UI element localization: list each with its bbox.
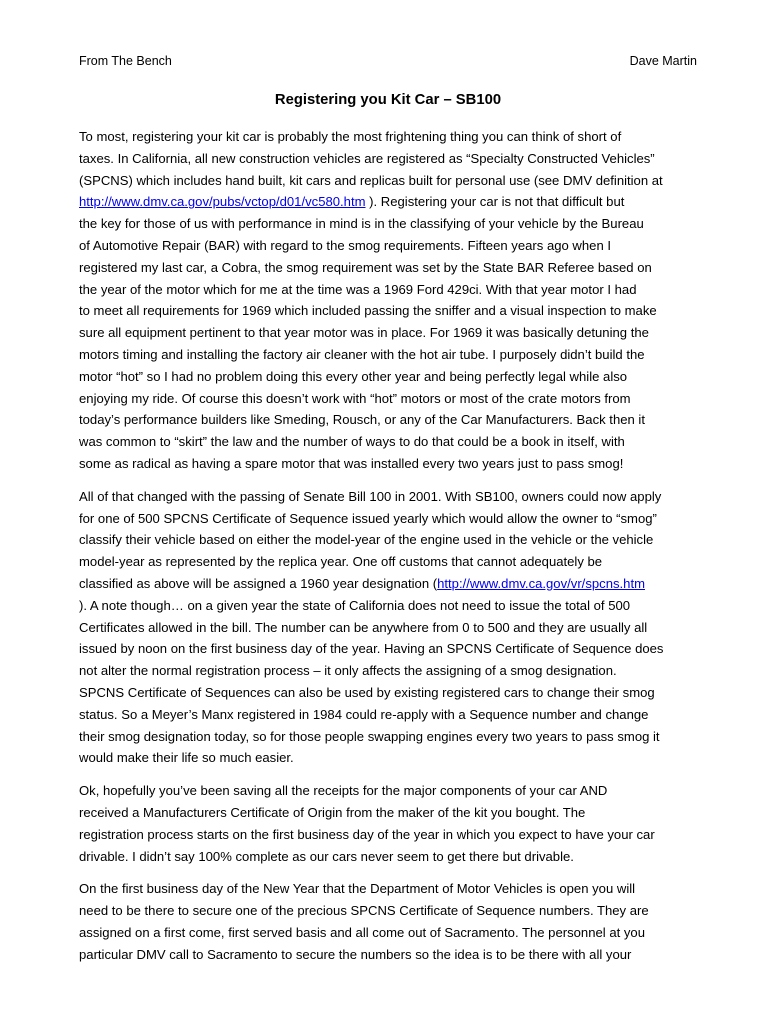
text-segment: ). Registering your car is not that difficult but — [365, 194, 625, 210]
text-line — [79, 573, 697, 595]
paragraph — [79, 780, 697, 867]
text-line: (SPCNS) which includes hand built, kit cars and replicas built for personal use (see DMV definition at — [79, 172, 663, 188]
page-header — [79, 52, 697, 70]
dmv-spcns-link[interactable]: http://www.dmv.ca.gov/vr/spcns.htm — [437, 575, 645, 591]
text-line: the year of the motor which for me at the time was a 1969 Ford 429ci. With that year motor I had — [79, 281, 637, 297]
text-line: of Automotive Repair (BAR) with regard to the smog requirements. Fifteen years ago when I — [79, 237, 612, 253]
text-line: not alter the normal registration process – it only affects the assigning of a smog designation. — [79, 663, 617, 679]
text-line: enjoying my ride. Of course this doesn’t work with “hot” motors or most of the crate motors from — [79, 390, 631, 406]
text-line: would make their life so much easier. — [79, 750, 294, 766]
text-line — [79, 191, 697, 213]
text-line: particular DMV call to Sacramento to secure the numbers so the idea is to be there with all your — [79, 946, 632, 962]
header-right: Dave Martin — [629, 54, 697, 68]
document-page — [79, 52, 697, 976]
text-line: for one of 500 SPCNS Certificate of Sequence issued yearly which would allow the owner to “smog” — [79, 510, 657, 526]
text-line: On the first business day of the New Year that the Department of Motor Vehicles is open you will — [79, 881, 636, 897]
text-line: To most, registering your kit car is probably the most frightening thing you can think of short of — [79, 129, 622, 144]
text-line: status. So a Meyer’s Manx registered in 1984 could re-apply with a Sequence number and change — [79, 706, 649, 722]
text-line: registration process starts on the first business day of the year in which you expect to have your car — [79, 826, 655, 842]
text-line: Certificates allowed in the bill. The number can be anywhere from 0 to 500 and they are usually all — [79, 619, 648, 635]
text-line: SPCNS Certificate of Sequences can also be used by existing registered cars to change their smog — [79, 684, 655, 700]
text-line: classify their vehicle based on either the model-year of the engine used in the vehicle or the vehicle — [79, 532, 654, 548]
text-line: ). A note though… on a given year the state of California does not need to issue the total of 500 — [79, 597, 631, 613]
text-line: taxes. In California, all new construction vehicles are registered as “Specialty Constructed Vehicles” — [79, 150, 655, 166]
text-line: need to be there to secure one of the precious SPCNS Certificate of Sequence numbers. They are — [79, 903, 649, 919]
text-line: today’s performance builders like Smeding, Rousch, or any of the Car Manufacturers. Back then it — [79, 412, 645, 428]
text-line: their smog designation today, so for those people swapping engines every two years to pass smog it — [79, 728, 660, 744]
text-line: motors timing and installing the factory air cleaner with the hot air tube. I purposely didn’t build the — [79, 346, 645, 362]
paragraph — [79, 878, 697, 965]
text-line: received a Manufacturers Certificate of Origin from the maker of the kit you bought. The — [79, 804, 586, 820]
text-line: model-year as represented by the replica year. One off customs that cannot adequately be — [79, 554, 603, 570]
dmv-vc580-link[interactable]: http://www.dmv.ca.gov/pubs/vctop/d01/vc580.htm — [79, 194, 366, 210]
text-line: assigned on a first come, first served basis and all come out of Sacramento. The personnel at you — [79, 924, 645, 940]
text-line: issued by noon on the first business day of the year. Having an SPCNS Certificate of Sequence does — [79, 641, 664, 657]
text-line: to meet all requirements for 1969 which included passing the sniffer and a visual inspection to make — [79, 303, 657, 319]
text-line: All of that changed with the passing of Senate Bill 100 in 2001. With SB100, owners could now apply — [79, 488, 662, 504]
text-line: Ok, hopefully you’ve been saving all the receipts for the major components of your car AND — [79, 783, 608, 799]
text-line: was common to “skirt” the law and the number of ways to do that could be a book in itself, with — [79, 434, 625, 450]
paragraph — [79, 126, 697, 475]
text-line: drivable. I didn’t say 100% complete as our cars never seem to get there but drivable. — [79, 848, 574, 864]
article-body — [79, 126, 697, 965]
header-left: From The Bench — [79, 54, 172, 68]
text-line: sure all equipment pertinent to that year motor was in place. For 1969 it was basically detuning the — [79, 325, 649, 341]
text-line: the key for those of us with performance in mind is in the classifying of your vehicle by the Bureau — [79, 216, 644, 232]
paragraph — [79, 486, 697, 769]
text-line: some as radical as having a spare motor that was installed every two years just to pass smog! — [79, 455, 624, 471]
text-line: motor “hot” so I had no problem doing this every other year and being perfectly legal while also — [79, 368, 628, 384]
text-line: registered my last car, a Cobra, the smog requirement was set by the State BAR Referee based on — [79, 259, 652, 275]
page-title: Registering you Kit Car – SB100 — [274, 92, 502, 108]
text-segment: classified as above will be assigned a 1960 year designation ( — [79, 575, 438, 591]
